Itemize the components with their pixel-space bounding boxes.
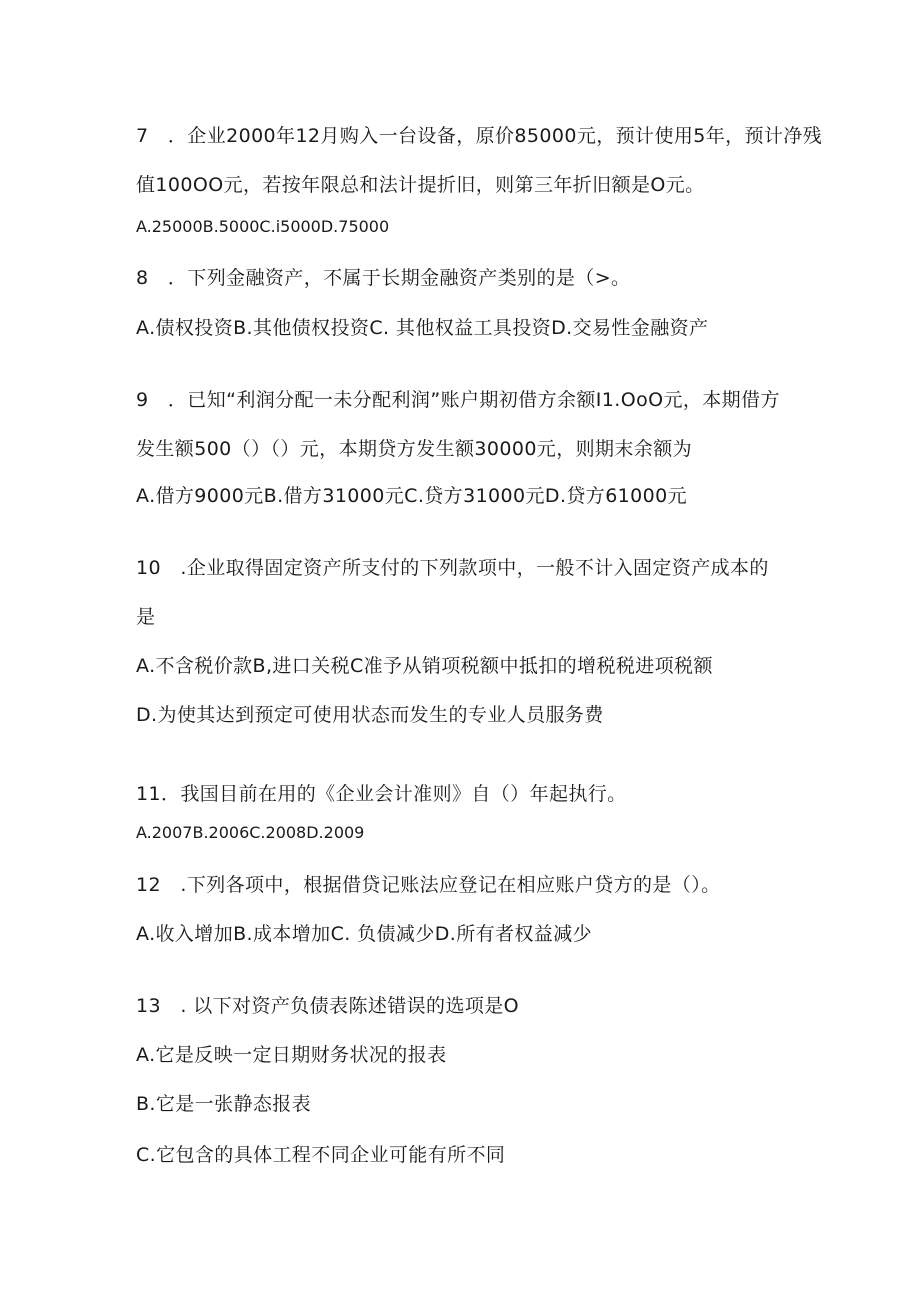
question-8-line-1: 8 ．下列金融资产，不属于长期金融资产类别的是（>。	[136, 267, 631, 289]
question-9-line-1: 9 ．已知“利润分配一未分配利润”账户期初借方余额I1.OoO元，本期借方	[136, 389, 780, 411]
question-11-options: A.2007B.2006C.2008D.2009	[136, 823, 365, 842]
question-7-options: A.25000B.5000C.i5000D.75000	[136, 217, 390, 236]
question-9-options: A.借方9000元B.借方31000元C.贷方31000元D.贷方61000元	[136, 485, 688, 507]
question-12-line-1: 12 .下列各项中，根据借贷记账法应登记在相应账户贷方的是（）。	[136, 874, 721, 896]
question-10-option-1: A.不含税价款B,进口关税C准予从销项税额中抵扣的增税税进项税额	[136, 655, 713, 677]
question-8-options: A.债权投资B.其他债权投资C. 其他权益工具投资D.交易性金融资产	[136, 317, 709, 339]
question-13-option-3: C.它包含的具体工程不同企业可能有所不同	[136, 1144, 506, 1166]
question-10-option-2: D.为使其达到预定可使用状态而发生的专业人员服务费	[136, 704, 604, 726]
question-13-option-2: B.它是一张静态报表	[136, 1093, 312, 1115]
question-9-line-2: 发生额500（）（）元，本期贷方发生额30000元，则期末余额为	[136, 438, 693, 460]
question-7-line-1: 7 ．企业2000年12月购入一台设备，原价85000元，预计使用5年，预计净残	[136, 125, 823, 147]
question-12-options: A.收入增加B.成本增加C. 负债减少D.所有者权益减少	[136, 923, 592, 945]
question-10-line-1: 10 .企业取得固定资产所支付的下列款项中，一般不计入固定资产成本的	[136, 557, 769, 579]
question-11-line-1: 11．我国目前在用的《企业会计准则》自（）年起执行。	[136, 783, 627, 805]
question-13-option-1: A.它是反映一定日期财务状况的报表	[136, 1044, 447, 1066]
question-13-line-1: 13 . 以下对资产负债表陈述错误的选项是O	[136, 995, 520, 1017]
question-10-line-2: 是	[136, 606, 156, 628]
question-7-line-2: 值100OO元，若按年限总和法计提折旧，则第三年折旧额是O元。	[136, 174, 705, 196]
